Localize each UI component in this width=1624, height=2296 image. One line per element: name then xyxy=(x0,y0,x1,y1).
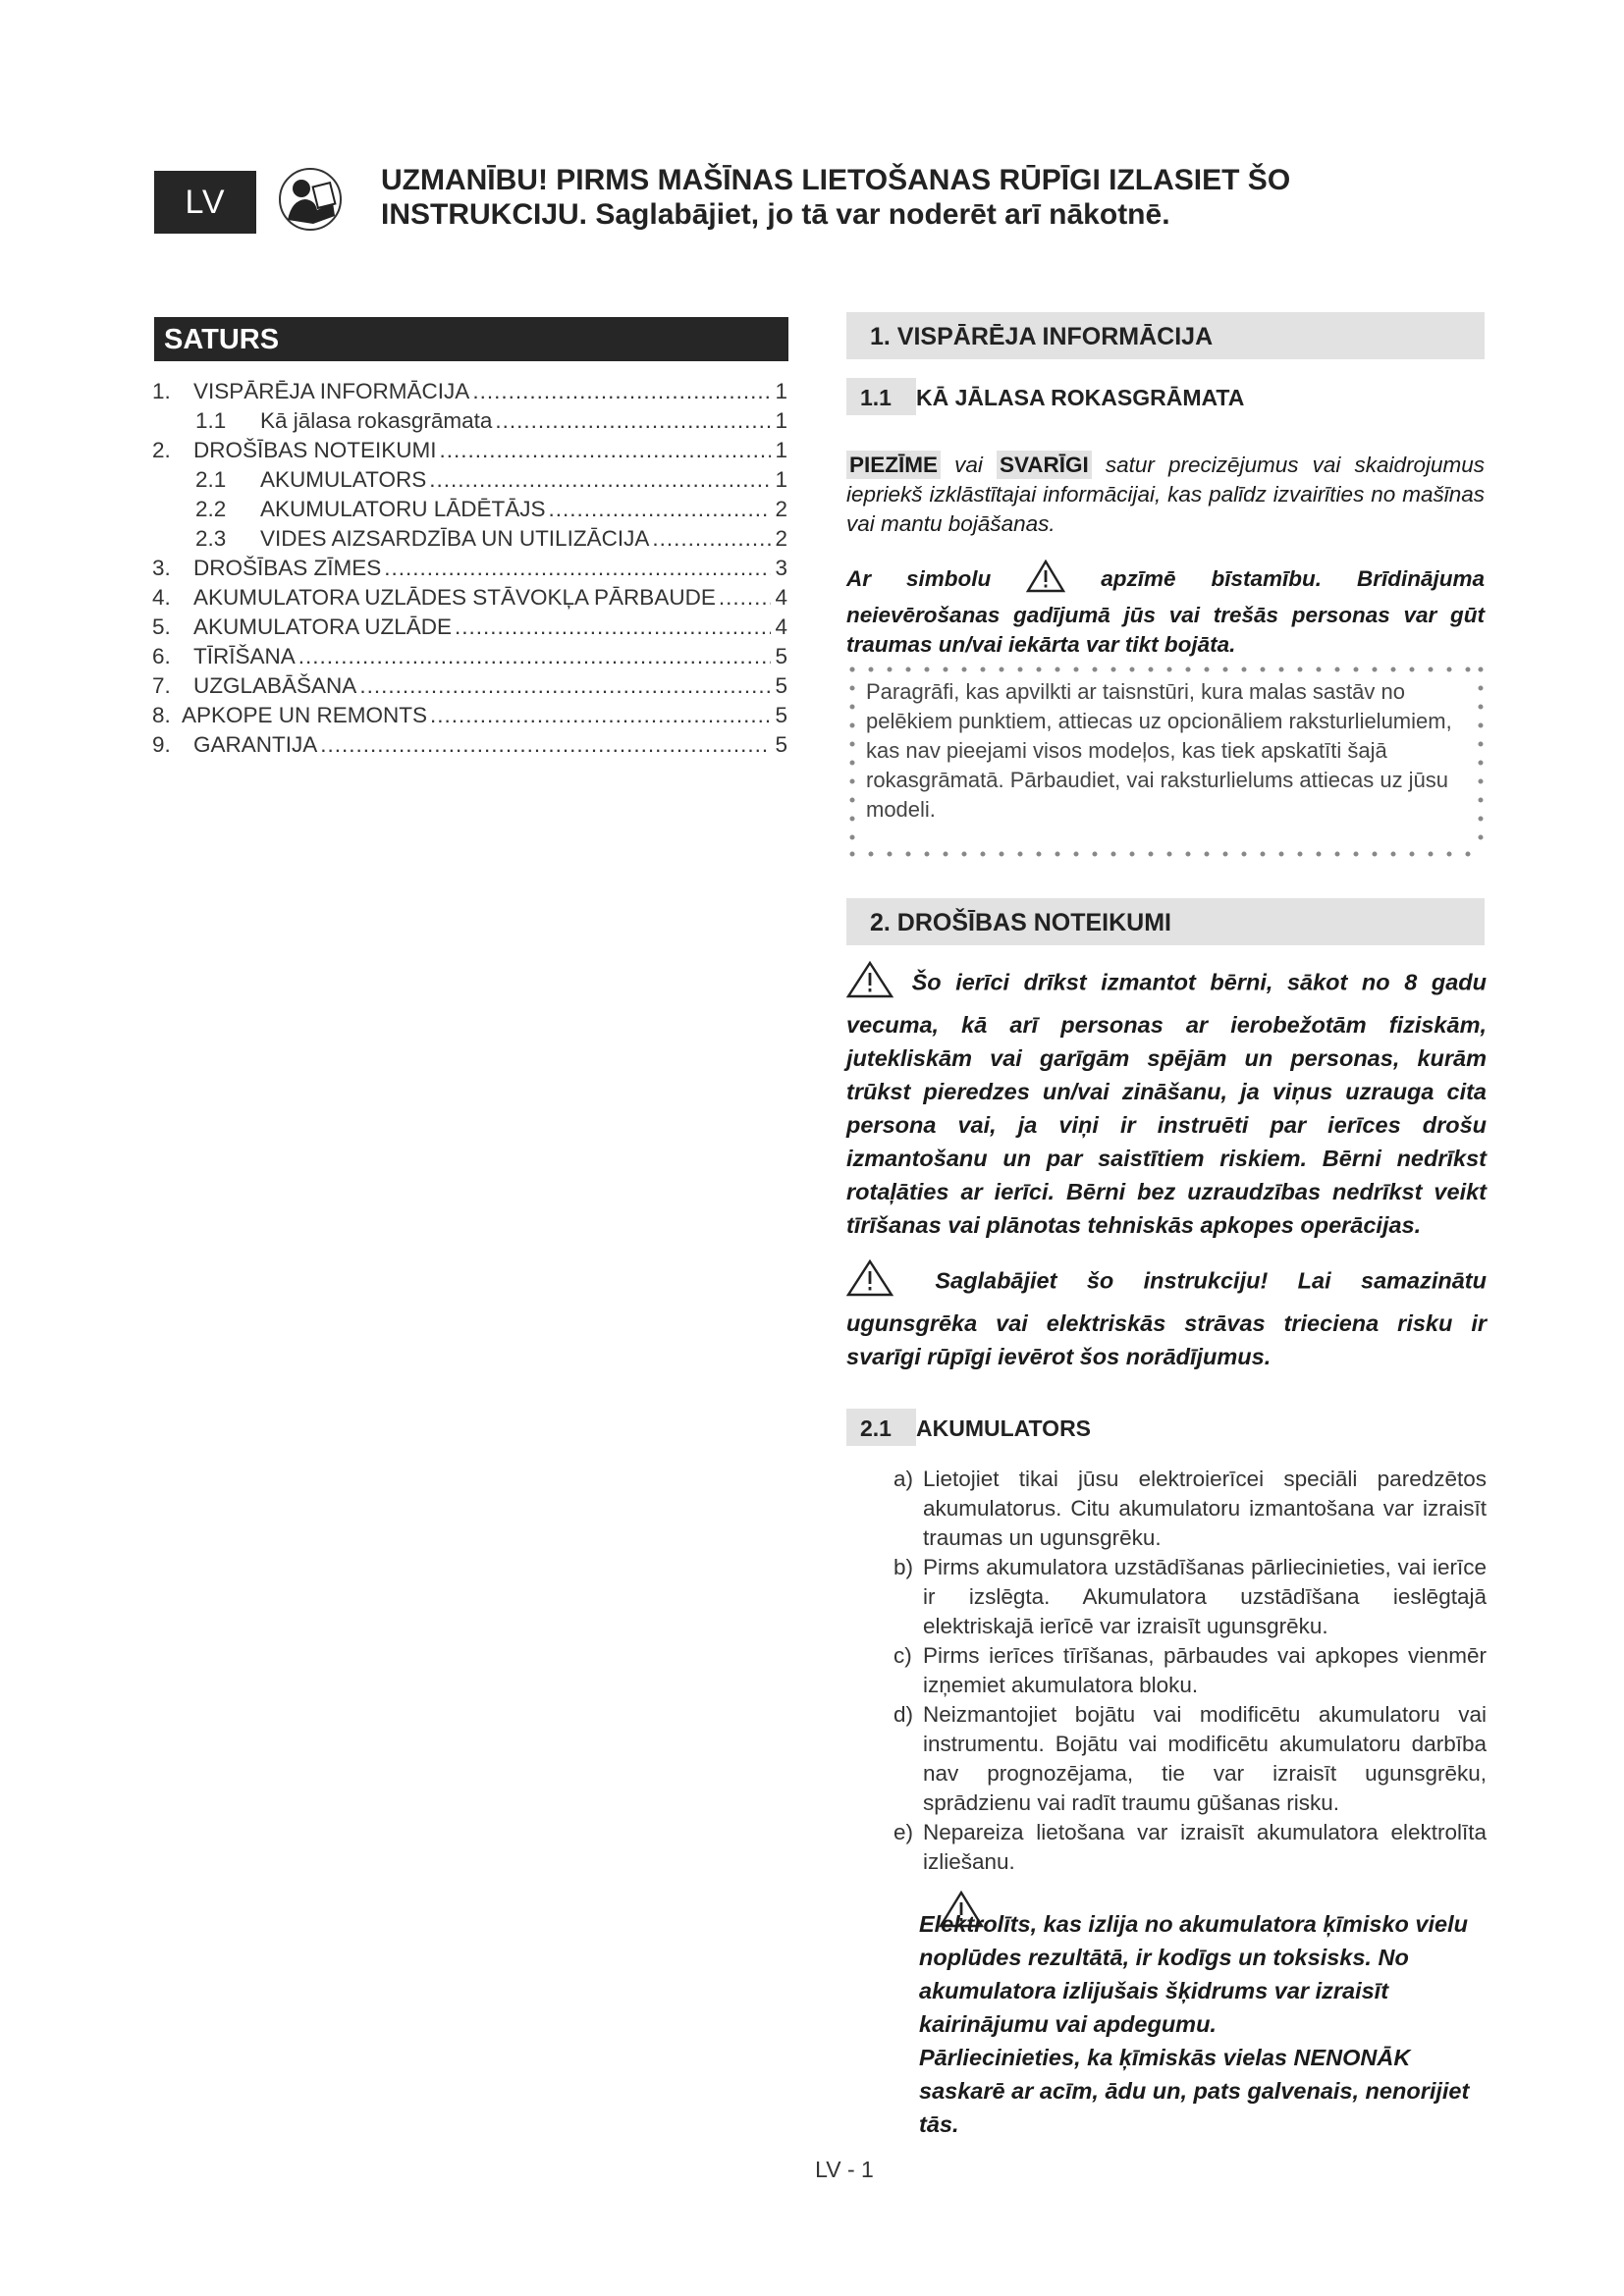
toc-item-label: TĪRĪŠANA xyxy=(193,644,296,668)
toc-item-page: 5 xyxy=(775,732,787,757)
toc-item-page: 2 xyxy=(775,526,787,551)
list-item-marker: c) xyxy=(893,1643,912,1668)
toc-item-label: AKUMULATORA UZLĀDE xyxy=(193,614,452,639)
electrolyte-text-1: Elektrolīts, kas izlija no akumulatora ķīmisko vielu noplūdes rezultātā, ir kodīgs un toksisks. No akumulatora izlijušais šķidrums var izraisīt kairinājumu vai apdegumu. xyxy=(919,1911,1468,2037)
toc-item-label: GARANTIJA xyxy=(193,732,318,757)
section-2-heading: 2. DROŠĪBAS NOTEIKUMI xyxy=(846,898,1485,945)
electrolyte-text-2: Pārliecinieties, ka ķīmiskās vielas NENONĀK saskarē ar acīm, ādu un, pats galvenais, nenorijiet tās. xyxy=(919,2045,1470,2137)
toc-item-label: AKUMULATORA UZLĀDES STĀVOKĻA PĀRBAUDE xyxy=(193,585,716,610)
toc-item-page: 5 xyxy=(775,703,787,727)
toc-item xyxy=(152,614,787,644)
warning-triangle-icon xyxy=(846,1258,905,1307)
language-badge: LV xyxy=(154,171,256,234)
toc-list xyxy=(152,379,787,762)
warning-header-line1: UZMANĪBU! PIRMS MAŠĪNAS LIETOŠANAS RŪPĪGI IZLASIET ŠO xyxy=(381,164,1291,196)
toc-item-label: Kā jālasa rokasgrāmata xyxy=(260,408,493,433)
subsection-2-1-heading xyxy=(846,1409,1091,1446)
subsection-title: AKUMULATORS xyxy=(916,1415,1092,1441)
toc-item-number: 7. xyxy=(152,673,171,698)
toc-item-page: 3 xyxy=(775,556,787,580)
note-paragraph xyxy=(846,451,1485,539)
toc-item xyxy=(152,526,787,556)
toc-item-number: 2.2 xyxy=(195,497,227,521)
subsection-title: KĀ JĀLASA ROKASGRĀMATA xyxy=(916,385,1245,410)
symbol-pre: Ar simbolu xyxy=(846,565,1027,591)
toc-item xyxy=(152,467,787,497)
note-text: satur precizējumus vai skaidrojumus iepriekš izklāstītajai informācijai, kas palīdz izvairīties no mašīnas vai mantu bojāšanas. xyxy=(846,453,1485,536)
keep-instructions-text: Saglabājiet šo instrukciju! Lai samazinātu ugunsgrēka vai elektriskās strāvas trieciena risku ir svarīgi rūpīgi ievērot šos norādījumus. xyxy=(846,1267,1487,1369)
toc-leader-dots xyxy=(652,526,771,552)
keep-instructions-warning xyxy=(846,1258,1487,1373)
toc-leader-dots xyxy=(384,556,771,581)
electrolyte-warning xyxy=(919,1907,1487,2141)
toc-item xyxy=(152,438,787,467)
toc-item-page: 1 xyxy=(775,379,787,403)
list-item-text: Neizmantojiet bojātu vai modificētu akumulatoru vai instrumentu. Bojātu vai modificētu akumulatoru darbība nav prognozējama, tie var izraisīt ugunsgrēku, sprādzienu vai radīt traumu gūšanas risku. xyxy=(923,1702,1487,1815)
toc-item-number: 1.1 xyxy=(195,408,227,433)
toc-item-number: 4. xyxy=(152,585,171,610)
subsection-1-1-heading xyxy=(846,378,1244,415)
toc-item xyxy=(152,732,787,762)
toc-item xyxy=(152,703,787,732)
list-item-text: Nepareiza lietošana var izraisīt akumulatora elektrolīta izliešanu. xyxy=(923,1820,1487,1874)
symbol-post: apzīmē bīstamību. Brīdinājuma neievērošanas gadījumā jūs vai trešās personas var gūt traumas un/vai iekārta var tikt bojāta. xyxy=(846,565,1485,657)
electrolyte-warning-1 xyxy=(919,1907,1487,2041)
list-item xyxy=(893,1553,1487,1641)
important-tag: SVARĪGI xyxy=(997,451,1092,479)
list-item-marker: d) xyxy=(893,1702,914,1727)
toc-item xyxy=(152,673,787,703)
toc-item xyxy=(152,585,787,614)
toc-item xyxy=(152,408,787,438)
toc-leader-dots xyxy=(719,585,771,611)
toc-item-number: 2. xyxy=(152,438,171,462)
list-item-marker: e) xyxy=(893,1820,914,1844)
toc-item-page: 5 xyxy=(775,673,787,698)
toc-item-number: 8. xyxy=(152,703,171,727)
toc-leader-dots xyxy=(359,673,771,699)
toc-item xyxy=(152,379,787,408)
toc-item-page: 5 xyxy=(775,644,787,668)
toc-leader-dots xyxy=(429,467,771,493)
toc-item-page: 1 xyxy=(775,467,787,492)
optional-features-box xyxy=(848,666,1485,858)
list-item-text: Pirms akumulatora uzstādīšanas pārliecinieties, vai ierīce ir izslēgta. Akumulatora uzstādīšana ieslēgtajā elektriskajā ierīcē var izraisīt ugunsgrēku. xyxy=(923,1555,1487,1638)
toc-leader-dots xyxy=(298,644,771,669)
toc-item-label: DROŠĪBAS NOTEIKUMI xyxy=(193,438,437,462)
toc-item-label: APKOPE UN REMONTS xyxy=(182,703,428,727)
toc-leader-dots xyxy=(495,408,771,434)
toc-item-label: AKUMULATORS xyxy=(260,467,427,492)
toc-item-label: AKUMULATORU LĀDĒTĀJS xyxy=(260,497,546,521)
toc-item-page: 1 xyxy=(775,408,787,433)
toc-item-number: 6. xyxy=(152,644,171,668)
toc-item-number: 3. xyxy=(152,556,171,580)
toc-leader-dots xyxy=(455,614,771,640)
toc-item xyxy=(152,556,787,585)
toc-item-page: 4 xyxy=(775,585,787,610)
list-item xyxy=(893,1818,1487,1877)
warning-triangle-icon xyxy=(1026,560,1065,601)
toc-item-label: VIDES AIZSARDZĪBA UN UTILIZĀCIJA xyxy=(260,526,650,551)
toc-item-number: 9. xyxy=(152,732,171,757)
page-number: LV - 1 xyxy=(815,2157,874,2182)
toc-item-label: DROŠĪBAS ZĪMES xyxy=(193,556,382,580)
list-item xyxy=(893,1641,1487,1700)
toc-item-label: VISPĀRĒJA INFORMĀCIJA xyxy=(193,379,470,403)
subsection-number: 2.1 xyxy=(846,1409,916,1446)
optional-features-text: Paragrāfi, kas apvilkti ar taisnstūri, kura malas sastāv no pelēkiem punktiem, attiecas uz opcionāliem raksturlielumiem, kas nav pieejami visos modeļos, kas tiek apskatīti šajā rokasgrāmatā. Pārbaudiet, vai raksturlielums attiecas uz jūsu modeli. xyxy=(866,679,1452,822)
toc-item-number: 5. xyxy=(152,614,171,639)
warning-triangle-icon xyxy=(846,960,897,1008)
read-manual-icon xyxy=(278,167,343,232)
list-item-text: Lietojiet tikai jūsu elektroierīcei speciāli paredzētos akumulatorus. Citu akumulatoru izmantošana var izraisīt traumas un ugunsgrēku. xyxy=(923,1467,1487,1550)
toc-item-number: 2.3 xyxy=(195,526,227,551)
toc-leader-dots xyxy=(430,703,771,728)
list-item xyxy=(893,1465,1487,1553)
section-1-heading: 1. VISPĀRĒJA INFORMĀCIJA xyxy=(846,312,1485,359)
list-item-marker: b) xyxy=(893,1555,914,1579)
children-warning xyxy=(846,960,1487,1242)
note-tag: PIEZĪME xyxy=(846,451,941,479)
list-item-text: Pirms ierīces tīrīšanas, pārbaudes vai apkopes vienmēr izņemiet akumulatora bloku. xyxy=(923,1643,1487,1697)
warning-header-line2: INSTRUKCIJU. Saglabājiet, jo tā var noderēt arī nākotnē. xyxy=(381,198,1170,231)
toc-item-label: UZGLABĀŠANA xyxy=(193,673,357,698)
toc-item xyxy=(152,644,787,673)
note-or: vai xyxy=(941,453,997,477)
toc-leader-dots xyxy=(320,732,771,758)
toc-item-page: 2 xyxy=(775,497,787,521)
toc-item xyxy=(152,497,787,526)
toc-item-number: 2.1 xyxy=(195,467,227,492)
list-item-marker: a) xyxy=(893,1467,914,1491)
subsection-number: 1.1 xyxy=(846,378,916,415)
symbol-paragraph xyxy=(846,560,1485,660)
toc-item-page: 4 xyxy=(775,614,787,639)
warning-header xyxy=(381,163,1363,232)
battery-rules-list xyxy=(893,1465,1487,1877)
toc-leader-dots xyxy=(548,497,771,522)
list-item xyxy=(893,1700,1487,1818)
toc-leader-dots xyxy=(440,438,771,463)
toc-title: SATURS xyxy=(154,317,788,361)
toc-item-number: 1. xyxy=(152,379,171,403)
toc-leader-dots xyxy=(472,379,771,404)
toc-item-page: 1 xyxy=(775,438,787,462)
children-warning-text: Šo ierīci drīkst izmantot bērni, sākot no 8 gadu vecuma, kā arī personas ar ierobežotām fiziskām, jutekliskām vai garīgām spējām un personas, kurām trūkst pieredzes un/vai zināšanu, ja viņus uzrauga cita persona vai, ja viņi ir instruēti par ierīces drošu izmantošanu un par saistītiem riskiem. Bērni nedrīkst rotaļāties ar ierīci. Bērni bez uzraudzības nedrīkst veikt tīrīšanas vai plānotas tehniskās apkopes operācijas. xyxy=(846,969,1487,1238)
